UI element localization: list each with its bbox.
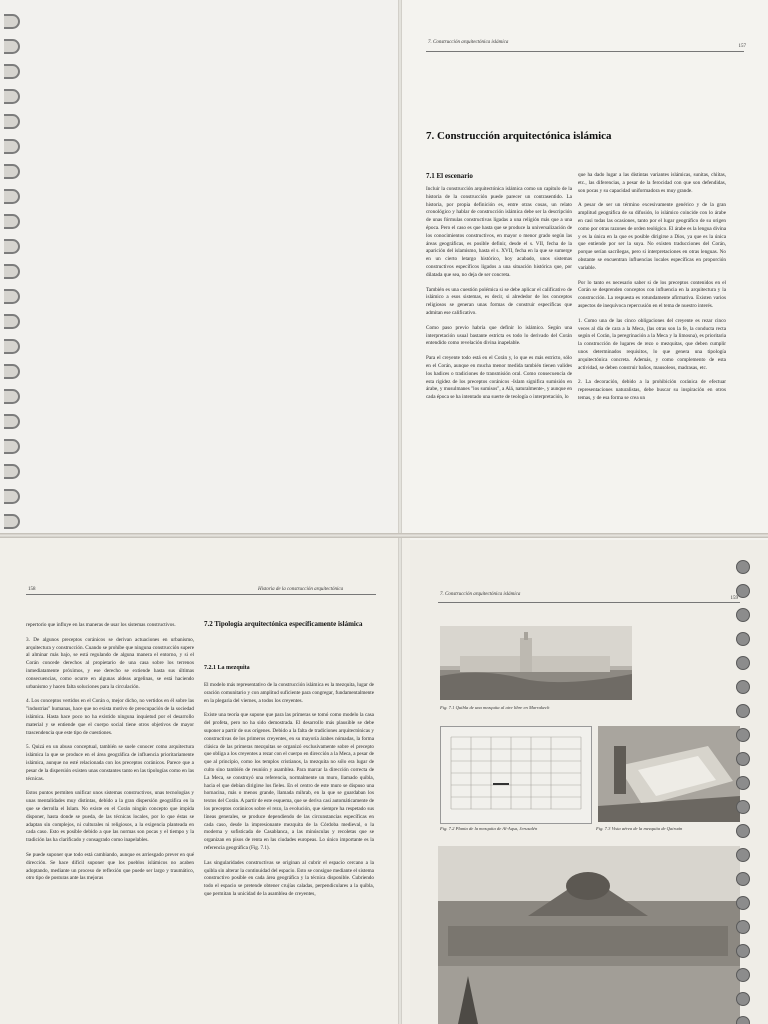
paragraph: Incluir la construcción arquitectónica islámica como un capítulo de la historia de la construcción puede parecer un contrasentido. La historia, por propia definición es, entre otras cosas, un relato cronológico y hablar de construcción islámica debe ser la descripción de unas fórmulas constructivas ligadas a una religión más que a una época. Pero el caso es que hasta que se produce la universalización de los conocimientos constructivos, en mayor o menor grado según las áreas geográficas, es posible definir, desde el s. VII, fecha de la aparición del islamismo, hasta el s. XVII, fecha en la que se sumerge en un cierto letargo histórico, hoy acabado, unos sistemas constructivos específicos ligados a una situación histórica que, por dilatada que sea, no deja de ser concreta. (426, 186, 572, 278)
subsection-title: 7.2.1 La mezquita (204, 665, 250, 671)
paragraph: 1. Como una de las cinco obligaciones del creyente es rezar cinco veces al día de cara a la Meca, (las otras son la fe, la conducta recta según el Corán, la peregrinación a la Meca y la limosna), es prioritaria la construcción de lugares de rezo o mezquitas, que deben cumplir unos determinados requisitos, lo que genera una tipología arquitectónica concreta. Además, y como complemento de esta actividad, se deben construir baños, mausoleos, madrasas, etc. (578, 317, 726, 371)
mosque-wall-photo (440, 626, 632, 700)
photo-qairuan-aerial (598, 726, 740, 822)
text-column-left (426, 186, 572, 409)
text-column-right (204, 682, 374, 906)
paragraph: 5. Quizá en un abuso conceptual, también se suele conocer como arquitectura islámica la que se produce en el área geográfica de influencia prioritariamente islámica, aunque no esté relacionada con los preceptos coránicos. Parece que a pesar de la dispersión existen unas constantes tanto en las tipologías como en las técnicas. (26, 744, 194, 782)
page-number: 159 (730, 596, 738, 601)
paragraph: Las singularidades constructivas se originan al cubrir el espacio cercano a la quibla sin alterar la continuidad del espacio. Esto se consigue mediante el sistema constructivo posible en cada área geográfica y la técnica disponible. Cubriendo todo el espacio se pretende obtener crujías caladas, perpendiculares a la quibla, que permitan la unicidad de la asamblea de creyentes, (204, 859, 374, 897)
header-rule (438, 602, 740, 603)
header-rule (426, 51, 744, 52)
section-title: 7.1 El escenario (426, 172, 473, 180)
paragraph: 2. La decoración, debido a la prohibición coránica de efectuar representaciones naturalistas, debe buscar su inspiración en otros temas, y de esa forma se crea un (578, 379, 726, 401)
photo-mosque-panorama (438, 846, 740, 1024)
paragraph: También es una cuestión polémica si se debe aplicar el calificativo de islámico a esos sistemas, es decir, si alrededor de los conceptos religiosos se generan unas formas de construir específicas que admitan ese calificativo. (426, 286, 572, 316)
paragraph: Estos puntos permiten unificar unos sistemas constructivos, unas tecnologías y unas mentalidades muy distintas, debido a la gran dispersión geográfica en la que se derrolla el Islam. No existe en el Corán ningún concepto que impida disponer, hasta donde se pueda, de las técnicas locales, por lo que éstas se adaptan sin complejos, ni culturales ni religiosos, a la exigencia planteada en cada caso. Esto es posible debido a que las normas son pocas y el tiempo y la tradición las ha clarificado y consagrado como inapelables. (26, 790, 194, 844)
page-number: 158 (28, 587, 36, 592)
chapter-title: 7. Construcción arquitectónica islámica (426, 130, 612, 142)
header-rule (26, 594, 376, 595)
blank-page (0, 0, 400, 535)
plan-al-aqsa (440, 726, 592, 824)
page-157 (400, 0, 768, 540)
photo-quibla-marrakech (440, 626, 632, 700)
figure-caption: Fig. 7.3 Vista aérea de la mezquita de Qairuán (596, 826, 683, 831)
text-column-left (26, 622, 194, 890)
page-158 (0, 535, 410, 1024)
paragraph: 3. De algunos preceptos coránicos se derivan actuaciones en urbanismo, arquitectura y construcción. Cuando se prohíbe que ninguna construcción supere al alminar más bajo, se está regulando de alguna manera el entorno, y si el Corán concede derechos al propietario de una casa sobre los terrenos inmediatamente próximos, y ese derecho se extiende hasta sus últimas consecuencias, como ocurre en algunas aldeas argelinas, se está haciendo urbanismo y hacen falta soluciones para la circulación. (26, 636, 194, 690)
section-title: 7.2 Tipología arquitectónica específicamente islámica (204, 620, 363, 628)
paragraph: Por lo tanto es necesario saber si de los preceptos contenidos en el Corán se desprenden conceptos con influencia en la arquitectura y la construcción. La respuesta es rotundamente afirmativa. Existen varios aspectos de inequívoca repercusión en el tema de nuestro interés. (578, 279, 726, 309)
horizontal-gutter (0, 533, 768, 538)
paragraph: Para el creyente todo está en el Corán y, lo que es más estricto, sólo en el Corán, aunque en mucha menor medida también tienen valides los hadices o tradiciones de transmisión oral. Como consecuencia de esta rigidez de los preceptos coránicos -Islam significa sumisión en árabe, y musulmanes "los sumisos", a Alá, naturalmente-, y aunque en cada época se ha intentado una suerte de teología o interpretación, lo (426, 355, 572, 401)
aerial-photo (598, 726, 740, 822)
text-column-right (578, 172, 726, 410)
page-number: 157 (738, 44, 746, 49)
paragraph: Como paso previo habría que definir lo islámico. Según una interpretación usual bastante estricta es todo lo derivado del Corán entendido como revelación divina inapelable. (426, 324, 572, 347)
figure-caption: Fig. 7.2 Planta de la mezquita de Al-Aqsa, Jerusalén (440, 826, 538, 831)
paragraph: que ha dado lugar a las distintas variantes islámicas, sunitas, chiítas, etc., las diferencias, a pesar de la ferocidad con que son defendidas, son pocas y su capacidad uniformadora es muy grande. (578, 172, 726, 194)
page-159 (410, 540, 768, 1024)
vertical-gutter (398, 0, 402, 1024)
binder-rings-right (736, 560, 758, 1024)
running-head: 7. Construcción arquitectónica islámica (440, 592, 521, 597)
paragraph: 4. Los conceptos vertidos en el Corán o, mejor dicho, no vertidos en él sobre las "industrias" humanas, hace que no exista motivo de preocupación de la sociedad islámica. Hasta hace poco no ha existido ninguna inquietud por el desarrollo material y se entiende que el cuerpo social tiene otros objetivos de mayor trascendencia que este tipo de cuestiones. (26, 698, 194, 736)
city-panorama-photo (438, 846, 740, 1024)
running-head: Historia de la construcción arquitectónica (258, 587, 344, 592)
paragraph: Se puede suponer que todo está cambiando, aunque es arriesgado prever en qué dirección. Se hace difícil suponer que los pueblos islámicos no acaben adoptando, mediante un proceso de reflexión que puede ser largo y traumático, otro tipo de posturas ante las mejoras (26, 851, 194, 882)
paragraph: A pesar de ser un término excesivamente genérico y de la gran amplitud geográfica de su difusión, lo islámico coincide con lo árabe en casi todas las ocasiones, tanto por el lugar geográfico de su origen como por otras razones de orden teológico. El árabe es la lengua divina y es la única en la que es posible dirigirse a Dios, ya que es la única que entiende por ser la suya. No existen traducciones del Corán, porque serían sacrílegas, pero sí interpretaciones en otras lenguas. No obstante se encuentran influencias locales específicas en proporción variable. (578, 202, 726, 271)
figure-caption: Fig. 7.1 Quibla de una mezquita al aire libre en Marrakech (440, 705, 550, 710)
paragraph: El modelo más representativo de la construcción islámica es la mezquita, lugar de oración comunitario y con amplitud suficiente para congregar, fundamentalmente en la plegaria del viernes, a todos los creyentes. (204, 682, 374, 704)
paragraph: Existe una teoría que supone que para las primeras se tomó como modelo la casa del profeta, pero no ha sido demostrada. El desarrollo más plausible se debe suponer a partir de sus orígenes. Debido a la falta de tradiciones arquitectónicas y constructivas de los primeros creyentes, en su mayoría árabes nómadas, la forma clásica de las primeras mezquitas se organizó exclusivamente sobre el precepto que obliga a los creyentes a rezar con el cuerpo en dirección a la Meca, a pesar de que al principio, como los templos cristianos, la mezquita no sólo era lugar de culto sino también de reunión y asamblea. Para marcar la dirección correcta de La Meca, se construyó una referencia, normalmente un muro, llamado quibla, hacia el que debían dirigirse los fieles. En el centro de este muro se dispuso una hornacina, más o menos grande, llamada mihrab, en la que se guardaban los textos del Corán. A partir de este esquema, que se deriva casi automáticamente de los preceptos coránicos sobre el rezo, la evolución, que siempre ha respetado sus líneas generales, se produce dependiendo de las circunstancias específicas en cada caso, desde la impresionante mezquita de la Córdoba medieval, o la moderna y sofisticada de Casablanca, a las minúsculas y recoletas que se organizan en pisos de renta en las ciudades europeas. Lo único importante es la referencia geográfica (Fig. 7.1). (204, 712, 374, 851)
floor-plan-drawing (441, 727, 591, 823)
running-head: 7. Construcción arquitectónica islámica (428, 40, 509, 45)
binder-rings-left (4, 14, 24, 535)
paragraph: repertorio que influye en las maneras de usar los sistemas constructivos. (26, 622, 176, 628)
